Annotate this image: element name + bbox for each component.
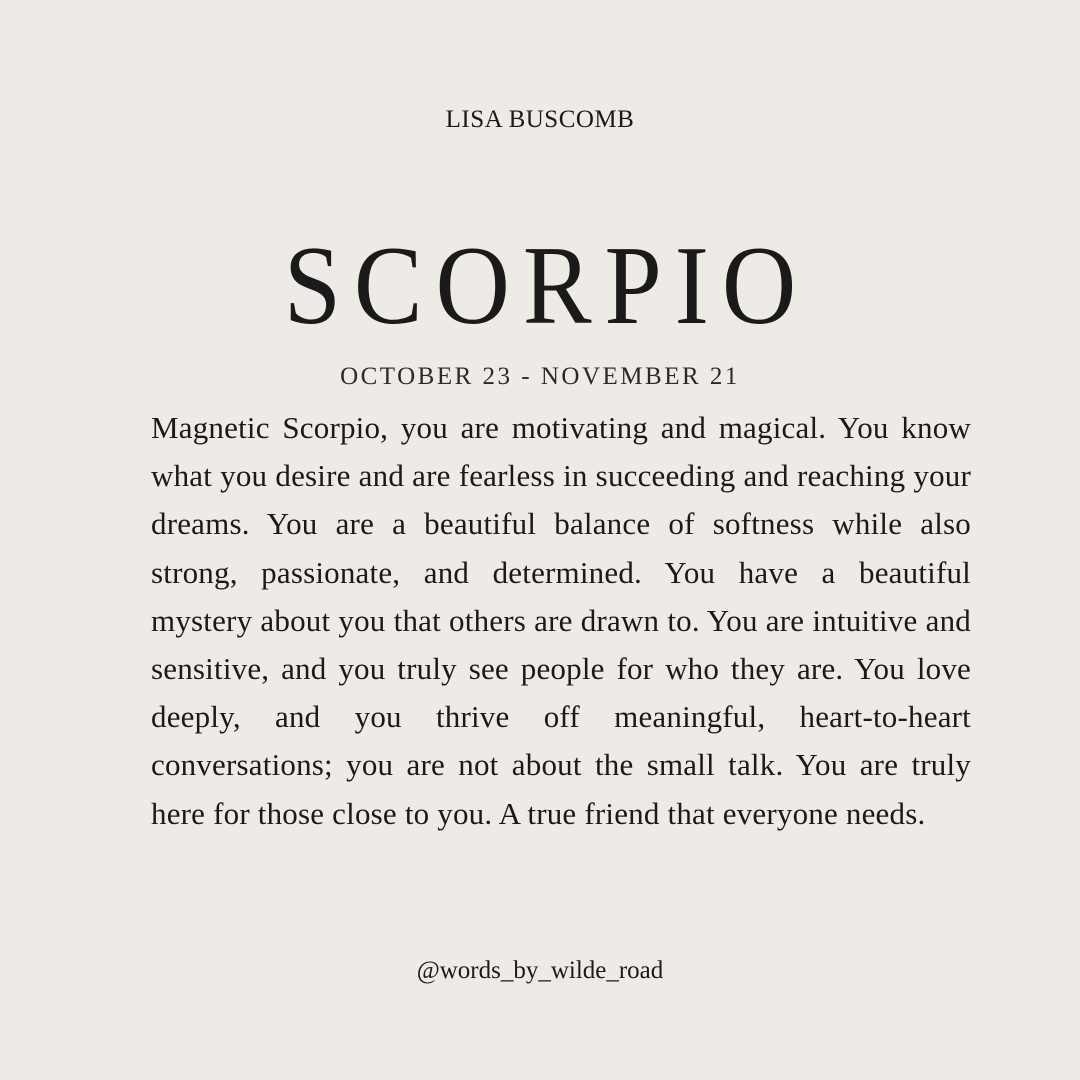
zodiac-date-range: OCTOBER 23 - NOVEMBER 21 (340, 363, 740, 390)
author-name: LISA BUSCOMB (445, 106, 635, 133)
zodiac-description: Magnetic Scorpio, you are motivating and magical. You know what you desire and are fearless in succeeding and reaching your dreams. You are a beautiful balance of softness while also strong, passionate, and determined. You have a beautiful mystery about you that others are drawn to. You are intuitive and sensitive, and you truly see people for who they are. You love deeply, and you thrive off meaningful, heart-to-heart conversations; you are not about the small talk. You are truly here for those close to you. A true friend that everyone needs. (151, 410, 971, 831)
social-handle: @words_by_wilde_road (416, 957, 664, 984)
zodiac-sign-title: SCORPIO (283, 224, 810, 348)
